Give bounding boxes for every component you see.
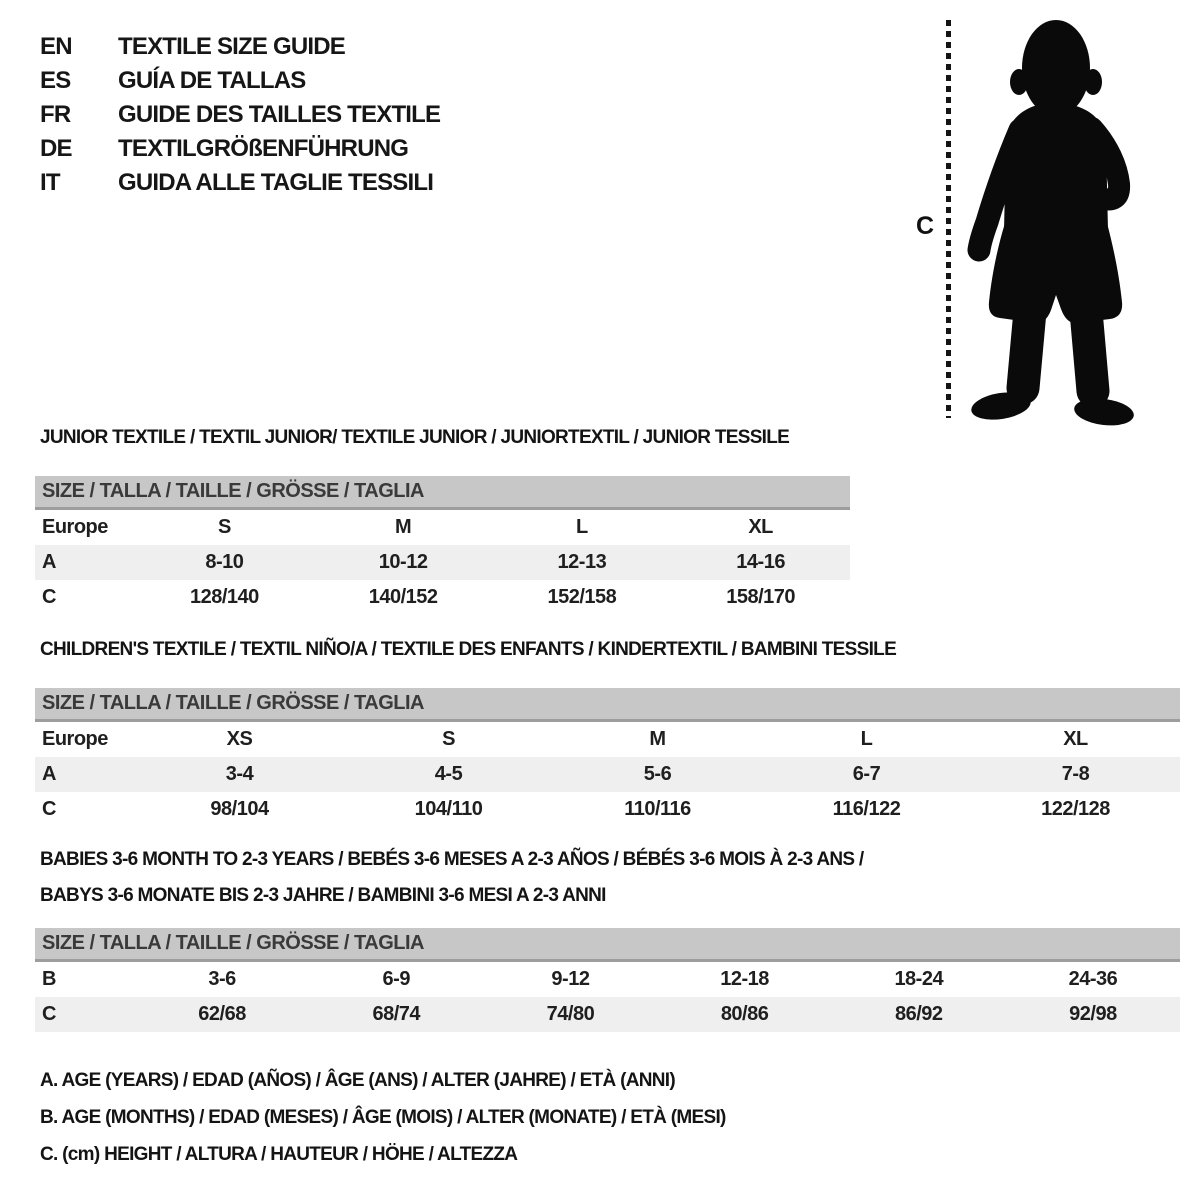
section-title-line: CHILDREN'S TEXTILE / TEXTIL NIÑO/A / TEXTILE DES ENFANTS / KINDERTEXTIL / BAMBINI TESSILE	[40, 639, 897, 660]
row-label: Europe	[42, 728, 108, 750]
table-row	[35, 757, 1180, 792]
cell-value: 3-4	[225, 763, 254, 785]
legend-footnotes	[40, 1062, 726, 1173]
cell-value: 7-8	[1061, 763, 1090, 785]
guide-title: GUÍA DE TALLAS	[118, 67, 306, 94]
guide-title: GUIDE DES TAILLES TEXTILE	[118, 101, 441, 128]
cell-value: 6-7	[852, 763, 881, 785]
table-row	[35, 580, 850, 615]
guide-title: TEXTILE SIZE GUIDE	[118, 33, 345, 60]
row-label: C	[42, 586, 56, 608]
footnote-line: C. (cm) HEIGHT / ALTURA / HAUTEUR / HÖHE / ALTEZZA	[40, 1144, 518, 1165]
cell-value: 152/158	[547, 586, 617, 608]
table-row	[35, 545, 850, 580]
row-label: A	[42, 551, 56, 573]
table-row	[35, 792, 1180, 827]
cell-value: 104/110	[414, 798, 483, 820]
cell-value: XS	[226, 728, 253, 750]
cell-value: 86/92	[894, 1003, 943, 1025]
cell-value: 128/140	[189, 586, 259, 608]
cell-value: S	[217, 516, 231, 538]
section-title-line: JUNIOR TEXTILE / TEXTIL JUNIOR/ TEXTILE JUNIOR / JUNIORTEXTIL / JUNIOR TESSILE	[40, 427, 790, 448]
cell-value: 62/68	[198, 1003, 246, 1025]
section-title-junior-textile	[40, 420, 789, 456]
cell-value: 24-36	[1068, 968, 1118, 990]
section-title-childrens-textile	[40, 632, 896, 668]
cell-value: L	[860, 728, 873, 750]
section-title-line: BABYS 3-6 MONATE BIS 2-3 JAHRE / BAMBINI 3-6 MESI A 2-3 ANNI	[40, 885, 606, 906]
language-row	[40, 132, 440, 166]
guide-title: GUIDA ALLE TAGLIE TESSILI	[118, 169, 434, 196]
language-title-list	[40, 30, 440, 200]
height-measure-dashed-line	[946, 20, 951, 418]
cell-value: 116/122	[832, 798, 901, 820]
cell-value: 4-5	[434, 763, 463, 785]
cell-value: 110/116	[624, 798, 691, 820]
cell-value: 14-16	[736, 551, 785, 573]
row-label: C	[42, 1003, 56, 1025]
cell-value: S	[442, 728, 455, 750]
cell-value: 9-12	[551, 968, 590, 990]
cell-value: M	[649, 728, 666, 750]
size-table-header: SIZE / TALLA / TAILLE / GRÖSSE / TAGLIA	[35, 688, 1180, 722]
cell-value: 122/128	[1041, 798, 1110, 820]
cell-value: 8-10	[205, 551, 244, 573]
cell-value: 6-9	[382, 968, 410, 990]
cell-value: 5-6	[643, 763, 672, 785]
cell-value: 68/74	[372, 1003, 421, 1025]
row-label: C	[42, 798, 56, 820]
language-row	[40, 30, 440, 64]
footnote-line: B. AGE (MONTHS) / EDAD (MESES) / ÂGE (MOIS) / ALTER (MONATE) / ETÀ (MESI)	[40, 1107, 726, 1128]
table-row	[35, 510, 850, 545]
cell-value: 140/152	[368, 586, 438, 608]
table-row	[35, 962, 1180, 997]
cell-value: 74/80	[546, 1003, 595, 1025]
cell-value: 18-24	[894, 968, 944, 990]
junior-size-table	[35, 476, 850, 615]
row-label: Europe	[42, 516, 108, 538]
cell-value: 158/170	[726, 586, 796, 608]
height-measure-label: C	[915, 212, 935, 240]
cell-value: 10-12	[378, 551, 428, 573]
table-row	[35, 997, 1180, 1032]
language-row	[40, 98, 440, 132]
language-row	[40, 166, 440, 200]
size-table-header: SIZE / TALLA / TAILLE / GRÖSSE / TAGLIA	[35, 476, 850, 510]
babies-size-table	[35, 928, 1180, 1032]
guide-title: TEXTILGRÖßENFÜHRUNG	[118, 135, 409, 162]
size-table-header: SIZE / TALLA / TAILLE / GRÖSSE / TAGLIA	[35, 928, 1180, 962]
childrens-size-table	[35, 688, 1180, 827]
babies-size-table-rows	[35, 962, 1180, 1032]
cell-value: 80/86	[720, 1003, 769, 1025]
footnote-line: A. AGE (YEARS) / EDAD (AÑOS) / ÂGE (ANS) / ALTER (JAHRE) / ETÀ (ANNI)	[40, 1070, 675, 1091]
junior-size-table-rows	[35, 510, 850, 615]
language-code: IT	[40, 169, 60, 196]
row-label: A	[42, 763, 56, 785]
language-code: ES	[40, 67, 71, 94]
cell-value: 92/98	[1069, 1003, 1117, 1025]
toddler-silhouette-icon	[966, 16, 1141, 426]
cell-value: XL	[748, 516, 773, 538]
language-code: FR	[40, 101, 71, 128]
cell-value: M	[395, 516, 412, 538]
cell-value: L	[576, 516, 588, 538]
row-label: B	[42, 968, 56, 990]
table-row	[35, 722, 1180, 757]
cell-value: XL	[1063, 728, 1088, 750]
language-code: DE	[40, 135, 72, 162]
section-title-line: BABIES 3-6 MONTH TO 2-3 YEARS / BEBÉS 3-6 MESES A 2-3 AÑOS / BÉBÉS 3-6 MOIS À 2-3 ANS /	[40, 849, 864, 870]
language-code: EN	[40, 33, 72, 60]
cell-value: 98/104	[210, 798, 269, 820]
cell-value: 12-18	[720, 968, 769, 990]
cell-value: 3-6	[208, 968, 236, 990]
language-row	[40, 64, 440, 98]
childrens-size-table-rows	[35, 722, 1180, 827]
cell-value: 12-13	[557, 551, 607, 573]
section-title-babies-textile	[40, 842, 864, 914]
